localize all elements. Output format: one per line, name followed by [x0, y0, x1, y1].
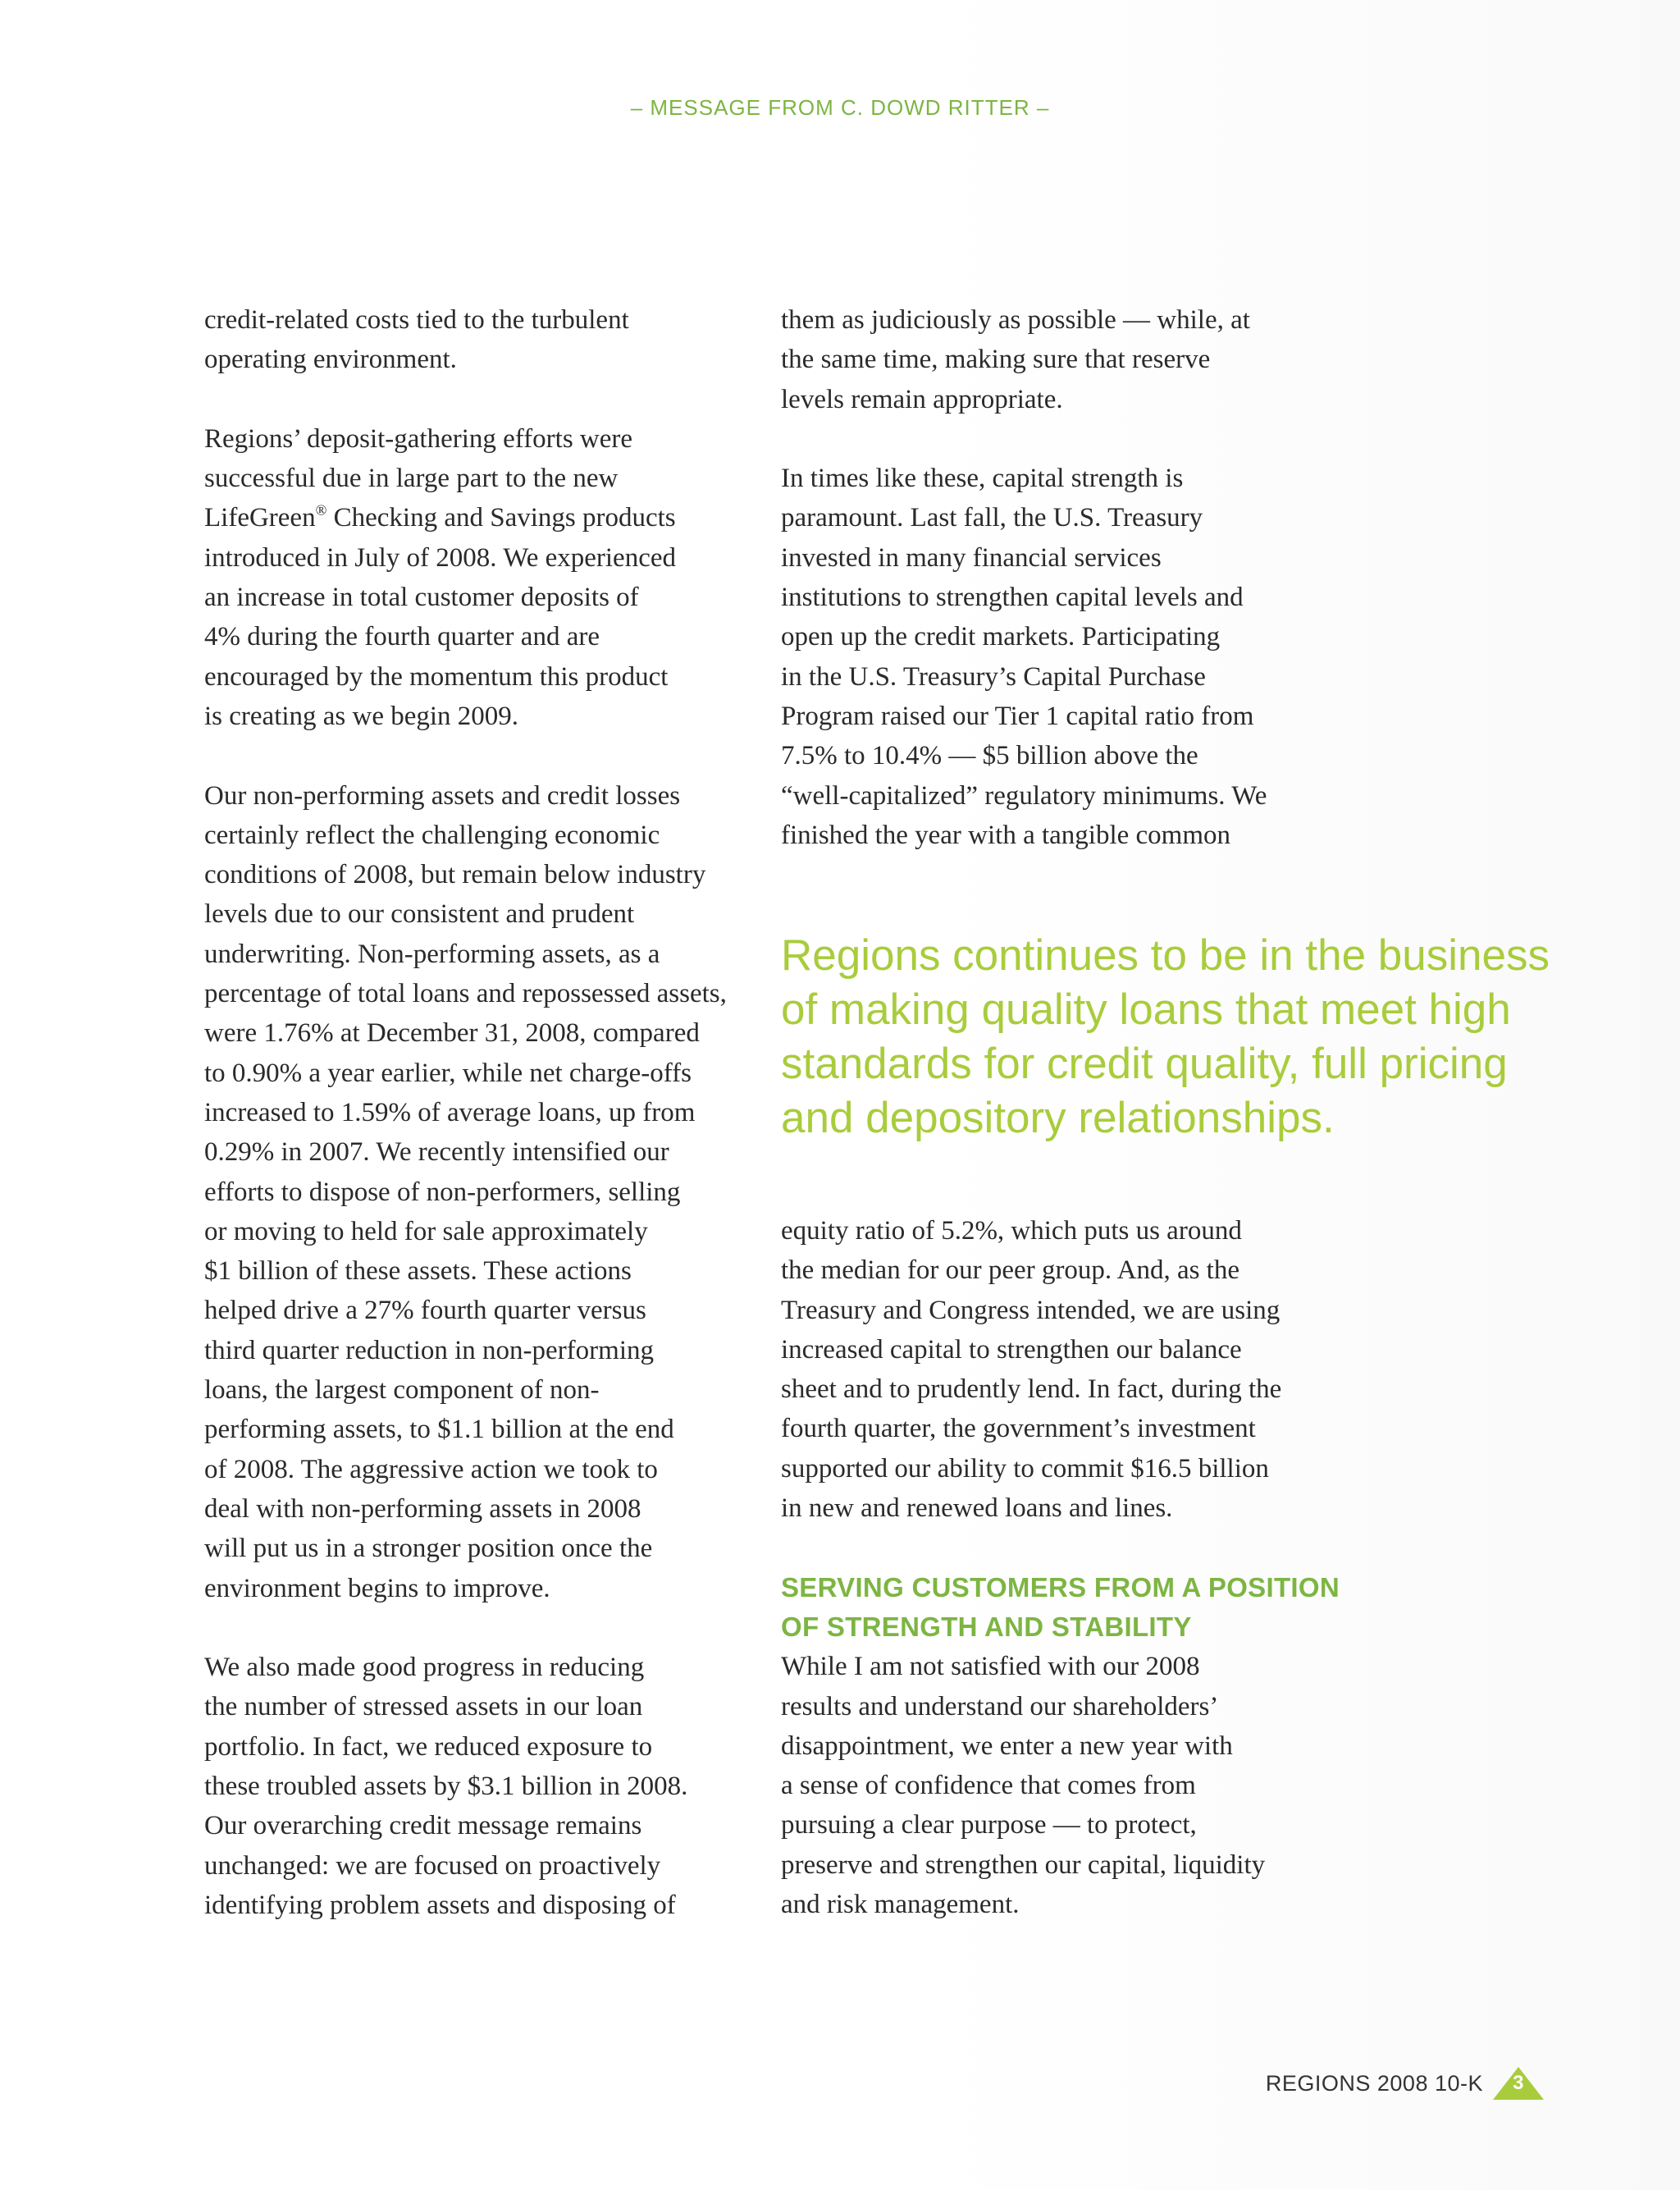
text-line: fourth quarter, the government’s investment: [781, 1414, 1256, 1444]
text-line: Program raised our Tier 1 capital ratio from: [781, 701, 1254, 731]
text-line: percentage of total loans and repossessed assets,: [204, 979, 727, 1009]
text-line: While I am not satisfied with our 2008: [781, 1652, 1200, 1682]
text-line: finished the year with a tangible common: [781, 820, 1231, 850]
text-line: successful due in large part to the new: [204, 464, 619, 494]
text-line: helped drive a 27% fourth quarter versus: [204, 1296, 646, 1326]
page-header: – MESSAGE FROM C. DOWD RITTER –: [630, 95, 1050, 120]
text-line: these troubled assets by $3.1 billion in 2008.: [204, 1771, 688, 1801]
text-line: the median for our peer group. And, as the: [781, 1255, 1240, 1286]
text-line: is creating as we begin 2009.: [204, 701, 519, 731]
text-line: levels remain appropriate.: [781, 384, 1063, 414]
footer-label: REGIONS 2008 10-K: [1265, 2070, 1483, 2096]
paragraph-1: [204, 300, 746, 380]
text-line: loans, the largest component of non-: [204, 1375, 600, 1406]
text-line: 7.5% to 10.4% — $5 billion above the: [781, 741, 1198, 771]
text-line: disappointment, we enter a new year with: [781, 1731, 1233, 1761]
text-line: a sense of confidence that comes from: [781, 1771, 1196, 1801]
text-line: pursuing a clear purpose — to protect,: [781, 1810, 1197, 1840]
text-line: encouraged by the momentum this product: [204, 661, 669, 692]
text-line: increased capital to strengthen our balance: [781, 1334, 1242, 1365]
text-line: deal with non-performing assets in 2008: [204, 1493, 641, 1524]
section-heading-line: SERVING CUSTOMERS FROM A POSITION: [781, 1571, 1340, 1602]
paragraph-2: [204, 419, 746, 736]
text-line: portfolio. In fact, we reduced exposure to: [204, 1731, 653, 1762]
text-line: environment begins to improve.: [204, 1573, 550, 1603]
text-line: 0.29% in 2007. We recently intensified our: [204, 1137, 669, 1168]
text-line: the same time, making sure that reserve: [781, 345, 1211, 375]
lifegreen-brand: LifeGreen: [204, 503, 316, 533]
text-line: performing assets, to $1.1 billion at the end: [204, 1415, 674, 1445]
text-line: third quarter reduction in non-performing: [204, 1335, 654, 1365]
text-line: or moving to held for sale approximately: [204, 1216, 648, 1246]
text-line: Our overarching credit message remains: [204, 1811, 642, 1841]
text-line: invested in many financial services: [781, 542, 1162, 573]
paragraph-3: [204, 776, 746, 1608]
text-line: supported our ability to commit $16.5 billion: [781, 1453, 1269, 1484]
paragraph-4: [204, 1648, 746, 1925]
text-line: $1 billion of these assets. These actions: [204, 1256, 632, 1287]
pull-quote-line: and depository relationships.: [781, 1094, 1335, 1142]
text-line: an increase in total customer deposits of: [204, 583, 639, 613]
text-line: conditions of 2008, but remain below industry: [204, 860, 706, 890]
text-line: in the U.S. Treasury’s Capital Purchase: [781, 661, 1206, 692]
text-line: credit-related costs tied to the turbulent: [204, 305, 629, 335]
text-line: institutions to strengthen capital levels and: [781, 583, 1244, 613]
page-footer: [1266, 2067, 1544, 2100]
text-line: were 1.76% at December 31, 2008, compared: [204, 1018, 700, 1049]
text-line: results and understand our shareholders’: [781, 1691, 1219, 1721]
pull-quote-line: standards for credit quality, full pricing: [781, 1040, 1508, 1088]
paragraph-gap: [781, 1528, 1355, 1567]
left-column: [204, 300, 746, 1925]
paragraph-8: [781, 1647, 1355, 1924]
section-heading: [781, 1568, 1355, 1648]
section-heading-line: OF STRENGTH AND STABILITY: [781, 1611, 1192, 1642]
text-line: 4% during the fourth quarter and are: [204, 622, 600, 652]
text-line: “well-capitalized” regulatory minimums. We: [781, 780, 1267, 811]
text-line: will put us in a stronger position once the: [204, 1534, 653, 1564]
text-line: unchanged: we are focused on proactively: [204, 1850, 661, 1881]
text-line: of 2008. The aggressive action we took to: [204, 1454, 658, 1484]
text-line: introduced in July of 2008. We experienced: [204, 542, 676, 573]
text-line: We also made good progress in reducing: [204, 1653, 645, 1683]
text-line: to 0.90% a year earlier, while net charge-offs: [204, 1058, 692, 1088]
right-column-bottom: [781, 1211, 1355, 1924]
text-line: levels due to our consistent and prudent: [204, 899, 635, 930]
text-line: equity ratio of 5.2%, which puts us around: [781, 1216, 1242, 1246]
pull-quote-line: of making quality loans that meet high: [781, 985, 1511, 1034]
text-line: paramount. Last fall, the U.S. Treasury: [781, 503, 1203, 533]
text-line: Our non-performing assets and credit losses: [204, 780, 681, 811]
text-line: certainly reflect the challenging economic: [204, 820, 660, 850]
paragraph-6: [781, 459, 1355, 855]
paragraph-7: [781, 1211, 1355, 1528]
pull-quote: [781, 929, 1601, 1145]
text-line: preserve and strengthen our capital, liquidity: [781, 1849, 1266, 1880]
text-line: them as judiciously as possible — while, at: [781, 305, 1250, 335]
text-fragment: Checking and Savings products: [326, 503, 676, 533]
text-line: increased to 1.59% of average loans, up from: [204, 1097, 696, 1127]
text-line: and risk management.: [781, 1890, 1020, 1920]
text-line: in new and renewed loans and lines.: [781, 1493, 1173, 1524]
text-line: the number of stressed assets in our loan: [204, 1692, 643, 1722]
paragraph-5: [781, 300, 1355, 419]
registered-mark: ®: [315, 501, 327, 519]
text-line: In times like these, capital strength is: [781, 464, 1184, 494]
text-line: identifying problem assets and disposing of: [204, 1890, 676, 1920]
pull-quote-line: Regions continues to be in the business: [781, 931, 1550, 980]
page-number-badge: [1493, 2067, 1544, 2100]
text-line: Treasury and Congress intended, we are using: [781, 1295, 1281, 1325]
text-line: Regions’ deposit-gathering efforts were: [204, 423, 633, 454]
text-line: underwriting. Non-performing assets, as a: [204, 939, 660, 969]
text-line: operating environment.: [204, 345, 457, 375]
text-line: efforts to dispose of non-performers, selling: [204, 1177, 681, 1207]
text-line: open up the credit markets. Participating: [781, 622, 1221, 652]
page-number: 3: [1513, 2072, 1524, 2094]
text-line-lifegreen: [204, 498, 746, 537]
text-line: sheet and to prudently lend. In fact, during the: [781, 1374, 1282, 1405]
right-column-top: [781, 300, 1355, 855]
